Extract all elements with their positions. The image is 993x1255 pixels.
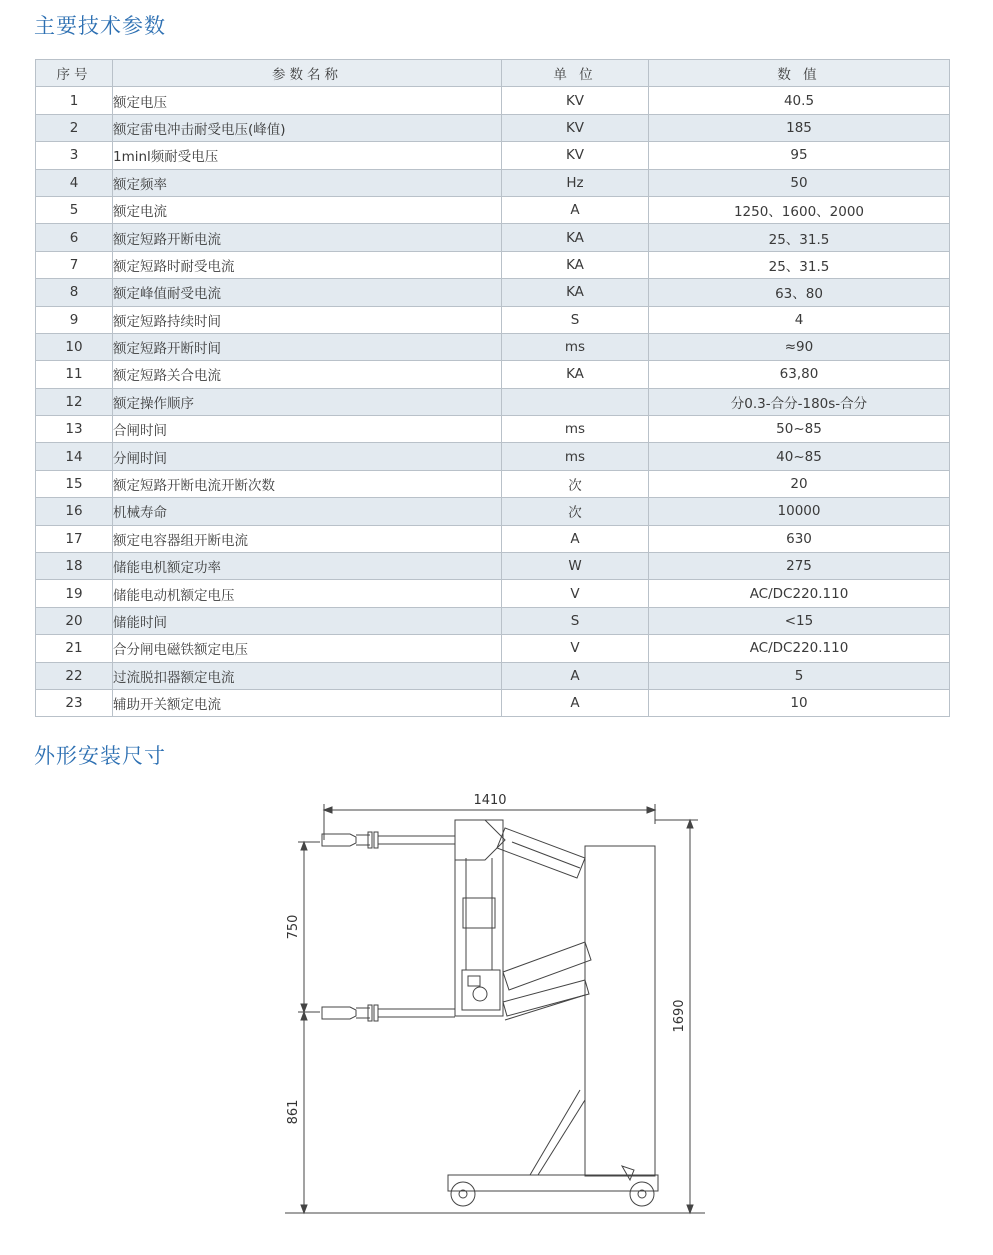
value-cell: 40~85	[649, 443, 950, 470]
unit-cell: Hz	[502, 169, 649, 196]
parameter-name-cell: 机械寿命	[113, 498, 502, 525]
table-row	[36, 443, 950, 470]
value-cell: 5	[649, 662, 950, 689]
parameter-name-cell: 额定短路时耐受电流	[113, 251, 502, 278]
parameter-name-cell: 合闸时间	[113, 416, 502, 443]
row-number-cell: 10	[36, 333, 113, 360]
table-row	[36, 553, 950, 580]
unit-cell: V	[502, 580, 649, 607]
dim-label-upper: 750	[286, 914, 301, 940]
dim-label-width: 1410	[473, 793, 507, 808]
header-value: 数 值	[649, 60, 950, 87]
parameter-name-cell: 额定短路持续时间	[113, 306, 502, 333]
table-row	[36, 306, 950, 333]
value-cell: 1250、1600、2000	[649, 196, 950, 223]
row-number-cell: 14	[36, 443, 113, 470]
value-cell: 10	[649, 689, 950, 716]
parameter-name-cell: 储能电机额定功率	[113, 553, 502, 580]
row-number-cell: 17	[36, 525, 113, 552]
row-number-cell: 22	[36, 662, 113, 689]
trolley-wheels	[451, 1166, 654, 1206]
row-number-cell: 21	[36, 635, 113, 662]
value-cell: AC/DC220.110	[649, 635, 950, 662]
parameter-name-cell: 额定短路关合电流	[113, 361, 502, 388]
table-row	[36, 498, 950, 525]
unit-cell: A	[502, 525, 649, 552]
header-no: 序号	[36, 60, 113, 87]
parameter-name-cell: 额定短路开断电流	[113, 224, 502, 251]
specs-section-title: 主要技术参数	[34, 14, 166, 38]
value-cell: 630	[649, 525, 950, 552]
value-cell: 50	[649, 169, 950, 196]
table-row	[36, 142, 950, 169]
unit-cell: A	[502, 662, 649, 689]
value-cell: 95	[649, 142, 950, 169]
parameter-name-cell: 额定峰值耐受电流	[113, 279, 502, 306]
table-row	[36, 279, 950, 306]
table-row	[36, 388, 950, 415]
table-row	[36, 607, 950, 634]
table-row	[36, 662, 950, 689]
unit-cell: S	[502, 306, 649, 333]
value-cell: 63,80	[649, 361, 950, 388]
unit-cell: 次	[502, 498, 649, 525]
dim-label-total: 1690	[672, 999, 687, 1033]
unit-cell: 次	[502, 470, 649, 497]
unit-cell: ms	[502, 443, 649, 470]
row-number-cell: 7	[36, 251, 113, 278]
table-row	[36, 224, 950, 251]
unit-cell: KA	[502, 251, 649, 278]
table-row	[36, 333, 950, 360]
value-cell: 4	[649, 306, 950, 333]
parameter-name-cell: 合分闸电磁铁额定电压	[113, 635, 502, 662]
table-row	[36, 635, 950, 662]
value-cell: 20	[649, 470, 950, 497]
parameter-name-cell: 储能电动机额定电压	[113, 580, 502, 607]
row-number-cell: 8	[36, 279, 113, 306]
lower-bushing	[503, 942, 591, 1020]
row-number-cell: 9	[36, 306, 113, 333]
table-row	[36, 169, 950, 196]
row-number-cell: 23	[36, 689, 113, 716]
header-name: 参数名称	[113, 60, 502, 87]
table-row	[36, 689, 950, 716]
parameter-name-cell: 额定短路开断电流开断次数	[113, 470, 502, 497]
row-number-cell: 3	[36, 142, 113, 169]
row-number-cell: 20	[36, 607, 113, 634]
value-cell: 40.5	[649, 87, 950, 114]
row-number-cell: 12	[36, 388, 113, 415]
unit-cell: V	[502, 635, 649, 662]
unit-cell: KV	[502, 114, 649, 141]
unit-cell: S	[502, 607, 649, 634]
unit-cell: ms	[502, 333, 649, 360]
table-row	[36, 580, 950, 607]
install-section-title: 外形安装尺寸	[34, 744, 166, 768]
row-number-cell: 6	[36, 224, 113, 251]
breaker-body	[455, 820, 505, 1016]
value-cell: 185	[649, 114, 950, 141]
upper-bushing	[497, 828, 585, 878]
unit-cell: W	[502, 553, 649, 580]
row-number-cell: 13	[36, 416, 113, 443]
row-number-cell: 18	[36, 553, 113, 580]
value-cell: <15	[649, 607, 950, 634]
unit-cell: KA	[502, 279, 649, 306]
value-cell: 50~85	[649, 416, 950, 443]
value-cell: 分0.3-合分-180s-合分	[649, 388, 950, 415]
spec-table	[35, 59, 950, 717]
parameter-name-cell: 额定操作顺序	[113, 388, 502, 415]
value-cell: 10000	[649, 498, 950, 525]
table-row	[36, 251, 950, 278]
value-cell: AC/DC220.110	[649, 580, 950, 607]
unit-cell: KA	[502, 361, 649, 388]
parameter-name-cell: 额定电容器组开断电流	[113, 525, 502, 552]
unit-cell: ms	[502, 416, 649, 443]
unit-cell: KA	[502, 224, 649, 251]
value-cell: 275	[649, 553, 950, 580]
table-row	[36, 196, 950, 223]
table-row	[36, 87, 950, 114]
table-row	[36, 525, 950, 552]
row-number-cell: 11	[36, 361, 113, 388]
unit-cell: KV	[502, 142, 649, 169]
parameter-name-cell: 储能时间	[113, 607, 502, 634]
header-unit: 单 位	[502, 60, 649, 87]
table-header-row	[36, 60, 950, 87]
parameter-name-cell: 额定电流	[113, 196, 502, 223]
row-number-cell: 5	[36, 196, 113, 223]
row-number-cell: 1	[36, 87, 113, 114]
parameter-name-cell: 额定雷电冲击耐受电压(峰值)	[113, 114, 502, 141]
parameter-name-cell: 分闸时间	[113, 443, 502, 470]
parameter-name-cell: 额定短路开断时间	[113, 333, 502, 360]
row-number-cell: 2	[36, 114, 113, 141]
installation-dimension-drawing	[280, 780, 710, 1230]
table-row	[36, 361, 950, 388]
row-number-cell: 19	[36, 580, 113, 607]
row-number-cell: 4	[36, 169, 113, 196]
value-cell: 25、31.5	[649, 224, 950, 251]
value-cell: ≈90	[649, 333, 950, 360]
unit-cell: KV	[502, 87, 649, 114]
upper-contact-arm	[322, 832, 455, 848]
parameter-name-cell: 过流脱扣器额定电流	[113, 662, 502, 689]
row-number-cell: 15	[36, 470, 113, 497]
parameter-name-cell: 辅助开关额定电流	[113, 689, 502, 716]
table-row	[36, 416, 950, 443]
lower-contact-arm	[322, 1005, 455, 1021]
parameter-name-cell: 1minl频耐受电压	[113, 142, 502, 169]
table-row	[36, 470, 950, 497]
unit-cell: A	[502, 689, 649, 716]
value-cell: 63、80	[649, 279, 950, 306]
dim-label-lower: 861	[286, 1099, 301, 1125]
parameter-name-cell: 额定电压	[113, 87, 502, 114]
parameter-name-cell: 额定频率	[113, 169, 502, 196]
table-row	[36, 114, 950, 141]
unit-cell: A	[502, 196, 649, 223]
unit-cell	[502, 388, 649, 415]
value-cell: 25、31.5	[649, 251, 950, 278]
row-number-cell: 16	[36, 498, 113, 525]
